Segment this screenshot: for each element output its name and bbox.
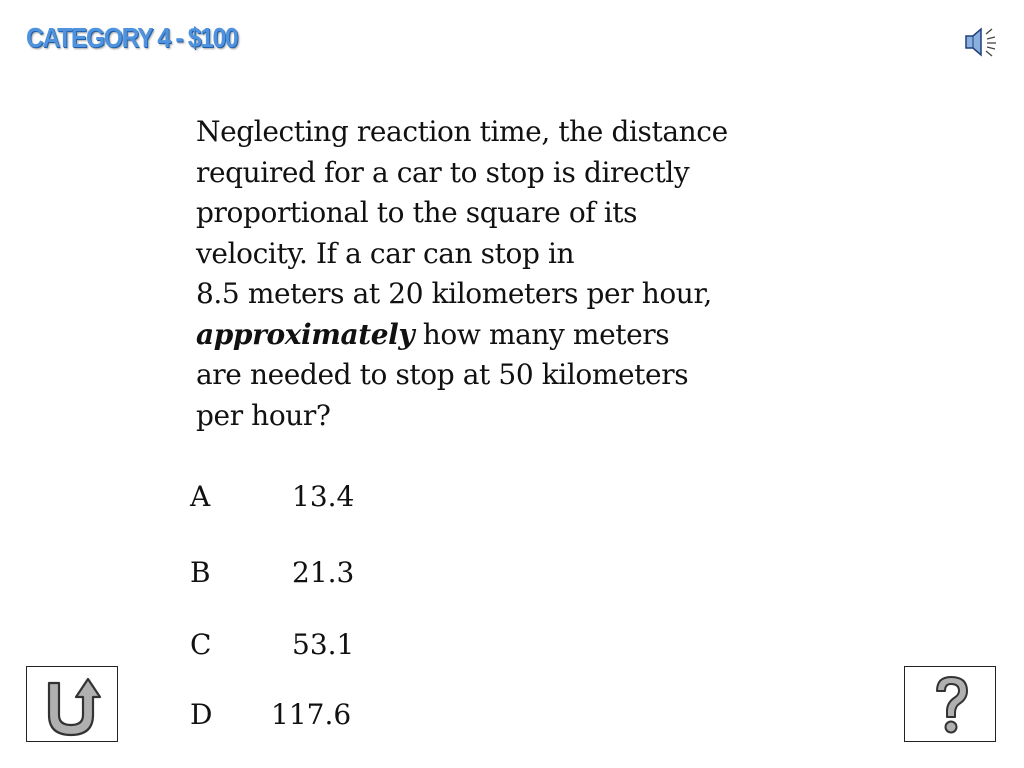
- choice-value: 117.6: [271, 698, 352, 731]
- choice-letter: D: [190, 698, 213, 731]
- question-line: per hour?: [196, 398, 331, 432]
- choice-letter: C: [190, 628, 212, 661]
- choice-value: 13.4: [292, 480, 355, 513]
- question-line: required for a car to stop is directly: [196, 155, 690, 189]
- question-line: 8.5 meters at 20 kilometers per hour,: [196, 277, 712, 310]
- question-line: Neglecting reaction time, the distance: [196, 115, 728, 148]
- question-line: proportional to the square of its: [196, 196, 638, 229]
- slide-title: CATEGORY 4 - $100: [26, 22, 238, 53]
- choice-value: 21.3: [292, 556, 355, 589]
- question-line: are needed to stop at 50 kilometers: [196, 358, 689, 391]
- emphasis-word: approximately: [196, 317, 415, 351]
- question-line: velocity. If a car can stop in: [196, 236, 575, 270]
- choice-value: 53.1: [292, 628, 355, 661]
- help-button[interactable]: [904, 666, 996, 742]
- choice-letter: A: [190, 480, 211, 513]
- question-line: [196, 315, 836, 356]
- question-line-rest: how many meters: [414, 317, 670, 351]
- choice-letter: B: [190, 556, 211, 589]
- back-button[interactable]: [26, 666, 118, 742]
- question-mark-icon: [905, 667, 997, 743]
- u-turn-arrow-icon: [27, 667, 119, 743]
- question-text: [196, 112, 836, 436]
- speaker-icon[interactable]: [962, 24, 1000, 60]
